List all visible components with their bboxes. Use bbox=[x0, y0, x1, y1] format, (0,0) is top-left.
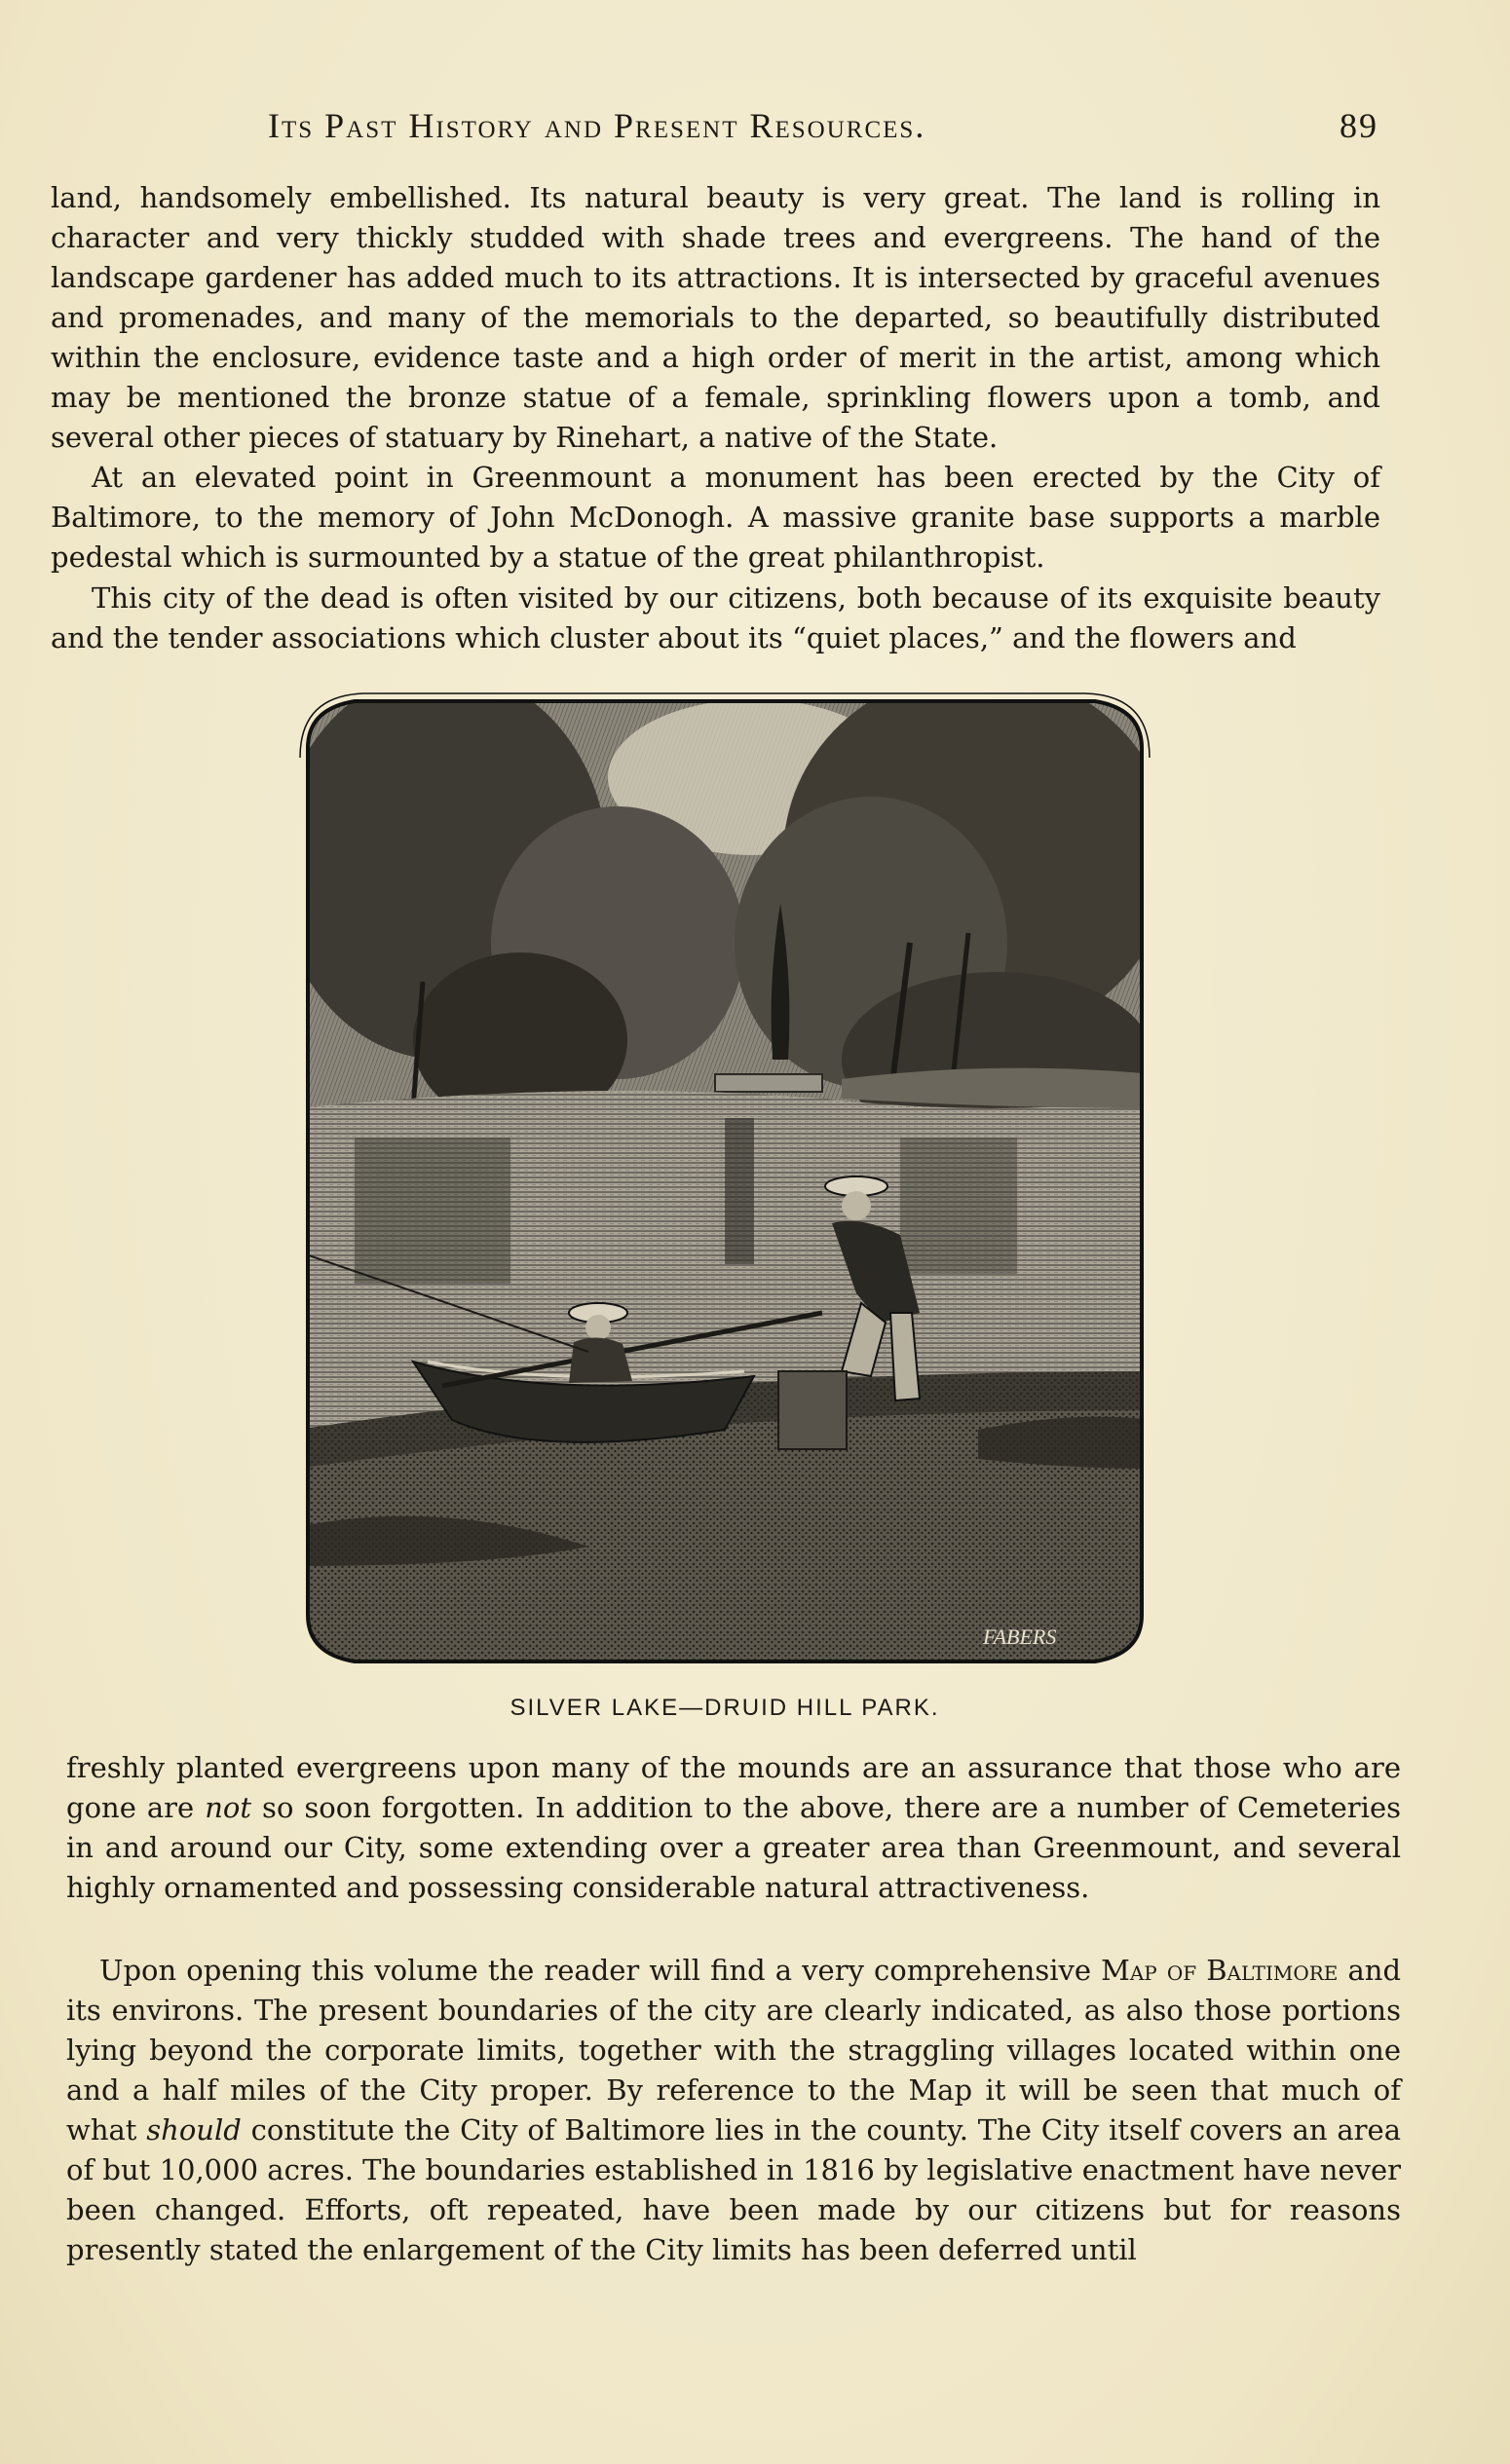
engraving-illustration bbox=[296, 690, 1153, 1673]
page-number: 89 bbox=[1340, 106, 1378, 145]
paragraph-greenmount-description: land, handsomely embellished. Its natural beauty is very great. The land is rolling in character and very thickly studded with shade trees and evergreens. The hand of the landscape gardener has added much to its attractions. It is intersected by graceful avenues and promenades, and many of the memorials to the departed, so beautifully distributed within the enclosure, evidence taste and a high order of merit in the artist, among which may be mentioned the bronze statue of a female, sprinkling flowers upon a tomb, and several other pieces of statuary by Rinehart, a native of the State. bbox=[51, 181, 1380, 454]
paragraph-map-of-baltimore bbox=[66, 1951, 1401, 2270]
figure-caption: SILVER LAKE—DRUID HILL PARK. bbox=[510, 1695, 940, 1721]
running-header bbox=[268, 105, 1378, 154]
p4-text-b: so soon forgotten. In addition to the above, there are a number of Cemeteries in and around our City, some extending over a greater area than Greenmount, and several highly ornamented and possessing considerable natural attractiveness. bbox=[66, 1791, 1401, 1904]
p5-text-a: Upon opening this volume the reader will find a very comprehensive bbox=[99, 1954, 1102, 1987]
p4-text-a: freshly planted evergreens upon many of the mounds are an assurance that those who are gone are bbox=[66, 1751, 1401, 1824]
p5-text-b: and its environs. The present boundaries of the city are clearly indicated, as also those portions lying beyond the corporate limits, together with the straggling villages located within one and a half miles of the City proper. By reference to the Map it will be seen that much of what bbox=[66, 1954, 1402, 2147]
p5-text-c: constitute the City of Baltimore lies in the county. The City itself covers an area of but 10,000 acres. The boundaries established in 1816 by legislative enactment have never been changed. Efforts, oft repeated, have been made by our citizens but for reasons presently stated the enlargement of the City limits has been deferred until bbox=[66, 2113, 1402, 2266]
paragraph-mcdonogh-monument: At an elevated point in Greenmount a monument has been erected by the City of Baltimore, to the memory of John McDonogh. A massive granite base supports a marble pedestal which is surmounted by a statue of the great philanthropist. bbox=[51, 461, 1380, 574]
engraving-silver-lake bbox=[296, 690, 1153, 1673]
paragraph-evergreens bbox=[66, 1748, 1401, 1908]
paragraph-city-of-dead: This city of the dead is often visited by our citizens, both because of its exquisite beauty and the tender associations which cluster about its “quiet places,” and the flowers and bbox=[51, 581, 1380, 654]
engraver-signature: FABERS bbox=[983, 1624, 1057, 1649]
p4-emphasis: not bbox=[205, 1791, 252, 1824]
map-of-baltimore-reference: Map of Baltimore bbox=[1101, 1954, 1339, 1987]
running-title: Its Past History and Present Resources. bbox=[268, 106, 926, 145]
p5-emphasis: should bbox=[146, 2113, 242, 2147]
